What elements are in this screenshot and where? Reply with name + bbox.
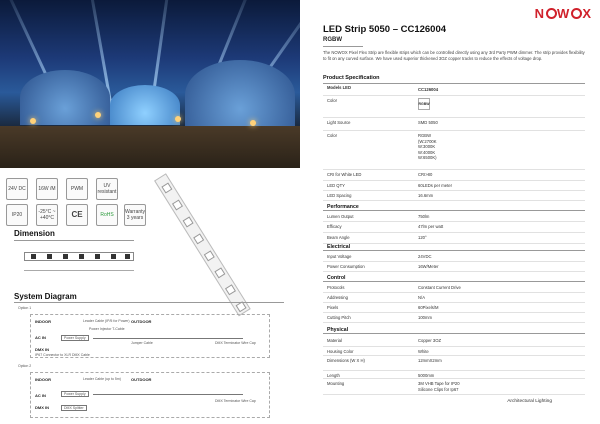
temperature-icon — [36, 204, 58, 226]
spec-value: SMD 5050 — [418, 120, 438, 125]
option2-diagram — [30, 372, 270, 418]
spec-key: Lumen Output — [327, 214, 354, 219]
spec-key: Dimensions (W X H) — [327, 358, 365, 363]
dimension-title: Dimension — [14, 229, 55, 238]
spec-key: Housing Color — [327, 349, 354, 354]
spec-value: 16W/Meter — [418, 264, 439, 269]
option2-indoor: INDOOR — [35, 377, 51, 382]
spec-value: 47lm per watt — [418, 224, 444, 229]
spec-key: LED Spacing — [327, 193, 352, 198]
pwm-label: PWM — [70, 186, 84, 192]
ip-rating-label: IP20 — [11, 212, 23, 218]
power-icon — [36, 178, 58, 200]
option2-leader-cable: Leader Cable (up to 5m) — [83, 377, 121, 381]
product-application-photo — [0, 0, 300, 168]
spec-row — [323, 336, 585, 347]
spec-key: Input Voltage — [327, 254, 352, 259]
product-description: The NOWOX Pixel Flex Strip are flexible strips which can be controlled directly using any 3rd Party PWM dimmer. The strip provides flexibility to fit on any curved surface. We have used superior thickened 3OZ copper tracks to reduce the effects of voltage drop. — [323, 50, 585, 61]
spec-key: Power Consumption — [327, 264, 365, 269]
spec-header-key: Models LED — [327, 85, 351, 90]
rgbw-swatch: RGBW — [418, 98, 430, 110]
spec-key: Addressing — [327, 295, 348, 300]
spec-value: 12mmX2mm — [418, 358, 442, 363]
option1-outdoor: OUTDOOR — [131, 319, 152, 324]
option1-connector: IP67 Connector to XLR DMX Cable — [35, 353, 90, 357]
spec-key: Mounting — [327, 381, 345, 386]
spec-row — [323, 293, 585, 303]
option2-ac-in: AC IN — [35, 393, 46, 398]
spec-key: Pixels — [327, 305, 339, 310]
warranty-icon — [124, 204, 146, 226]
brand-logo: N W X — [534, 6, 592, 21]
spec-row — [323, 96, 585, 118]
ce-label: CE — [71, 210, 83, 219]
spec-row — [323, 303, 585, 313]
led-strip-image — [154, 173, 251, 316]
spec-key: Light Source — [327, 120, 351, 125]
spec-value: 120° — [418, 235, 427, 240]
spec-value: 750lm — [418, 214, 430, 219]
spec-key: Efficacy — [327, 224, 342, 229]
ip-rating-icon — [6, 204, 28, 226]
option2-dmx-in: DMX IN — [35, 405, 49, 410]
spec-value: Copper 3OZ — [418, 338, 442, 343]
spec-row — [323, 252, 585, 262]
group-performance-heading: Performance — [327, 204, 359, 210]
system-diagram-title: System Diagram — [14, 292, 77, 301]
temperature-label: -25°C ~ +40°C — [38, 209, 56, 221]
spec-row — [323, 118, 585, 131]
spec-value: Constant Current Drive — [418, 285, 461, 290]
option1-dmx-in: DMX IN — [35, 347, 49, 352]
spec-title: Product Specification — [323, 75, 380, 81]
option1-jumper: Jumper Cable — [131, 341, 153, 345]
option1-indoor: INDOOR — [35, 319, 51, 324]
option1-leader-cable: Leader Cable (IP/5 for Power) — [83, 319, 130, 323]
option2-dmx-splitter: DMX Splitter — [61, 405, 87, 411]
rohs-icon — [96, 204, 118, 226]
group-physical-heading: Physical — [327, 327, 349, 333]
option1-diagram — [30, 314, 270, 358]
spec-value: N/A — [418, 295, 425, 300]
rohs-label: RoHS — [100, 212, 114, 218]
ce-icon — [66, 204, 88, 226]
power-label: 16W /M — [38, 186, 56, 192]
spec-row — [323, 262, 585, 272]
right-panel — [300, 0, 600, 424]
spec-value: White — [418, 349, 429, 354]
spec-header-value: CC126004 — [418, 87, 439, 92]
spec-value: CRI>80 — [418, 172, 433, 177]
spec-key: LED QTY — [327, 183, 345, 188]
spec-key: Length — [327, 373, 340, 378]
spec-row — [323, 131, 585, 170]
spec-row — [323, 233, 585, 244]
voltage-label: 24V DC — [8, 186, 26, 192]
spec-value: 24VDC — [418, 254, 432, 259]
spec-key: Color — [327, 98, 338, 103]
spec-row — [323, 170, 585, 181]
spec-key: Beam Angle — [327, 235, 350, 240]
spec-row — [323, 181, 585, 191]
spec-key: CRI for White LED — [327, 172, 362, 177]
option1-label: Option 1 — [18, 306, 32, 310]
footer-label: Architectural Lighting — [507, 399, 552, 404]
option2-outdoor: OUTDOOR — [131, 377, 152, 382]
spec-value: 16.6mm — [418, 193, 434, 198]
spec-row — [323, 379, 585, 395]
spec-key: Protocols — [327, 285, 345, 290]
option2-label: Option 2 — [18, 364, 32, 368]
group-control-heading: Control — [327, 275, 346, 281]
group-electrical-heading: Electrical — [327, 244, 351, 250]
spec-row — [323, 371, 585, 379]
spec-key: Color — [327, 133, 338, 138]
spec-row — [323, 347, 585, 356]
pwm-icon — [66, 178, 88, 200]
uv-icon — [96, 178, 118, 200]
spec-value: 60LEDs per meter — [418, 183, 452, 188]
uv-label: UV resistant — [97, 183, 117, 195]
spec-row — [323, 212, 585, 222]
option2-terminator: DMX Terminator Wire Cap — [215, 399, 256, 403]
spec-row — [323, 313, 585, 323]
product-title: LED Strip 5050 – CC126004 — [323, 24, 447, 35]
spec-header-row — [323, 85, 585, 96]
spec-row — [323, 283, 585, 293]
product-subtitle: RGBW — [323, 37, 342, 43]
spec-value: 5000mm — [418, 373, 435, 378]
spec-key: Cutting Pitch — [327, 315, 351, 320]
warranty-label: Warranty 3 years — [124, 209, 146, 221]
spec-row — [323, 191, 585, 201]
option1-terminator: DMX Terminator Wire Cap — [215, 341, 256, 345]
option1-ac-in: AC IN — [35, 335, 46, 340]
spec-row — [323, 356, 585, 371]
voltage-icon — [6, 178, 28, 200]
option2-power-supply: Power Supply — [61, 391, 89, 397]
spec-value: 3M VHB Tape for IP20 Silicone Clips for Ip67 — [418, 381, 460, 392]
spec-value: 60Pixels/M — [418, 305, 439, 310]
dimension-drawing — [24, 252, 134, 261]
option1-injector: Power Injector T-Cable — [89, 327, 125, 331]
spec-key: Material — [327, 338, 342, 343]
spec-value: 100mm — [418, 315, 432, 320]
option1-power-supply: Power Supply — [61, 335, 89, 341]
spec-row — [323, 222, 585, 233]
spec-value: RGBW (W:2700K W:3000K W:4000K W:6500K) — [418, 133, 437, 161]
